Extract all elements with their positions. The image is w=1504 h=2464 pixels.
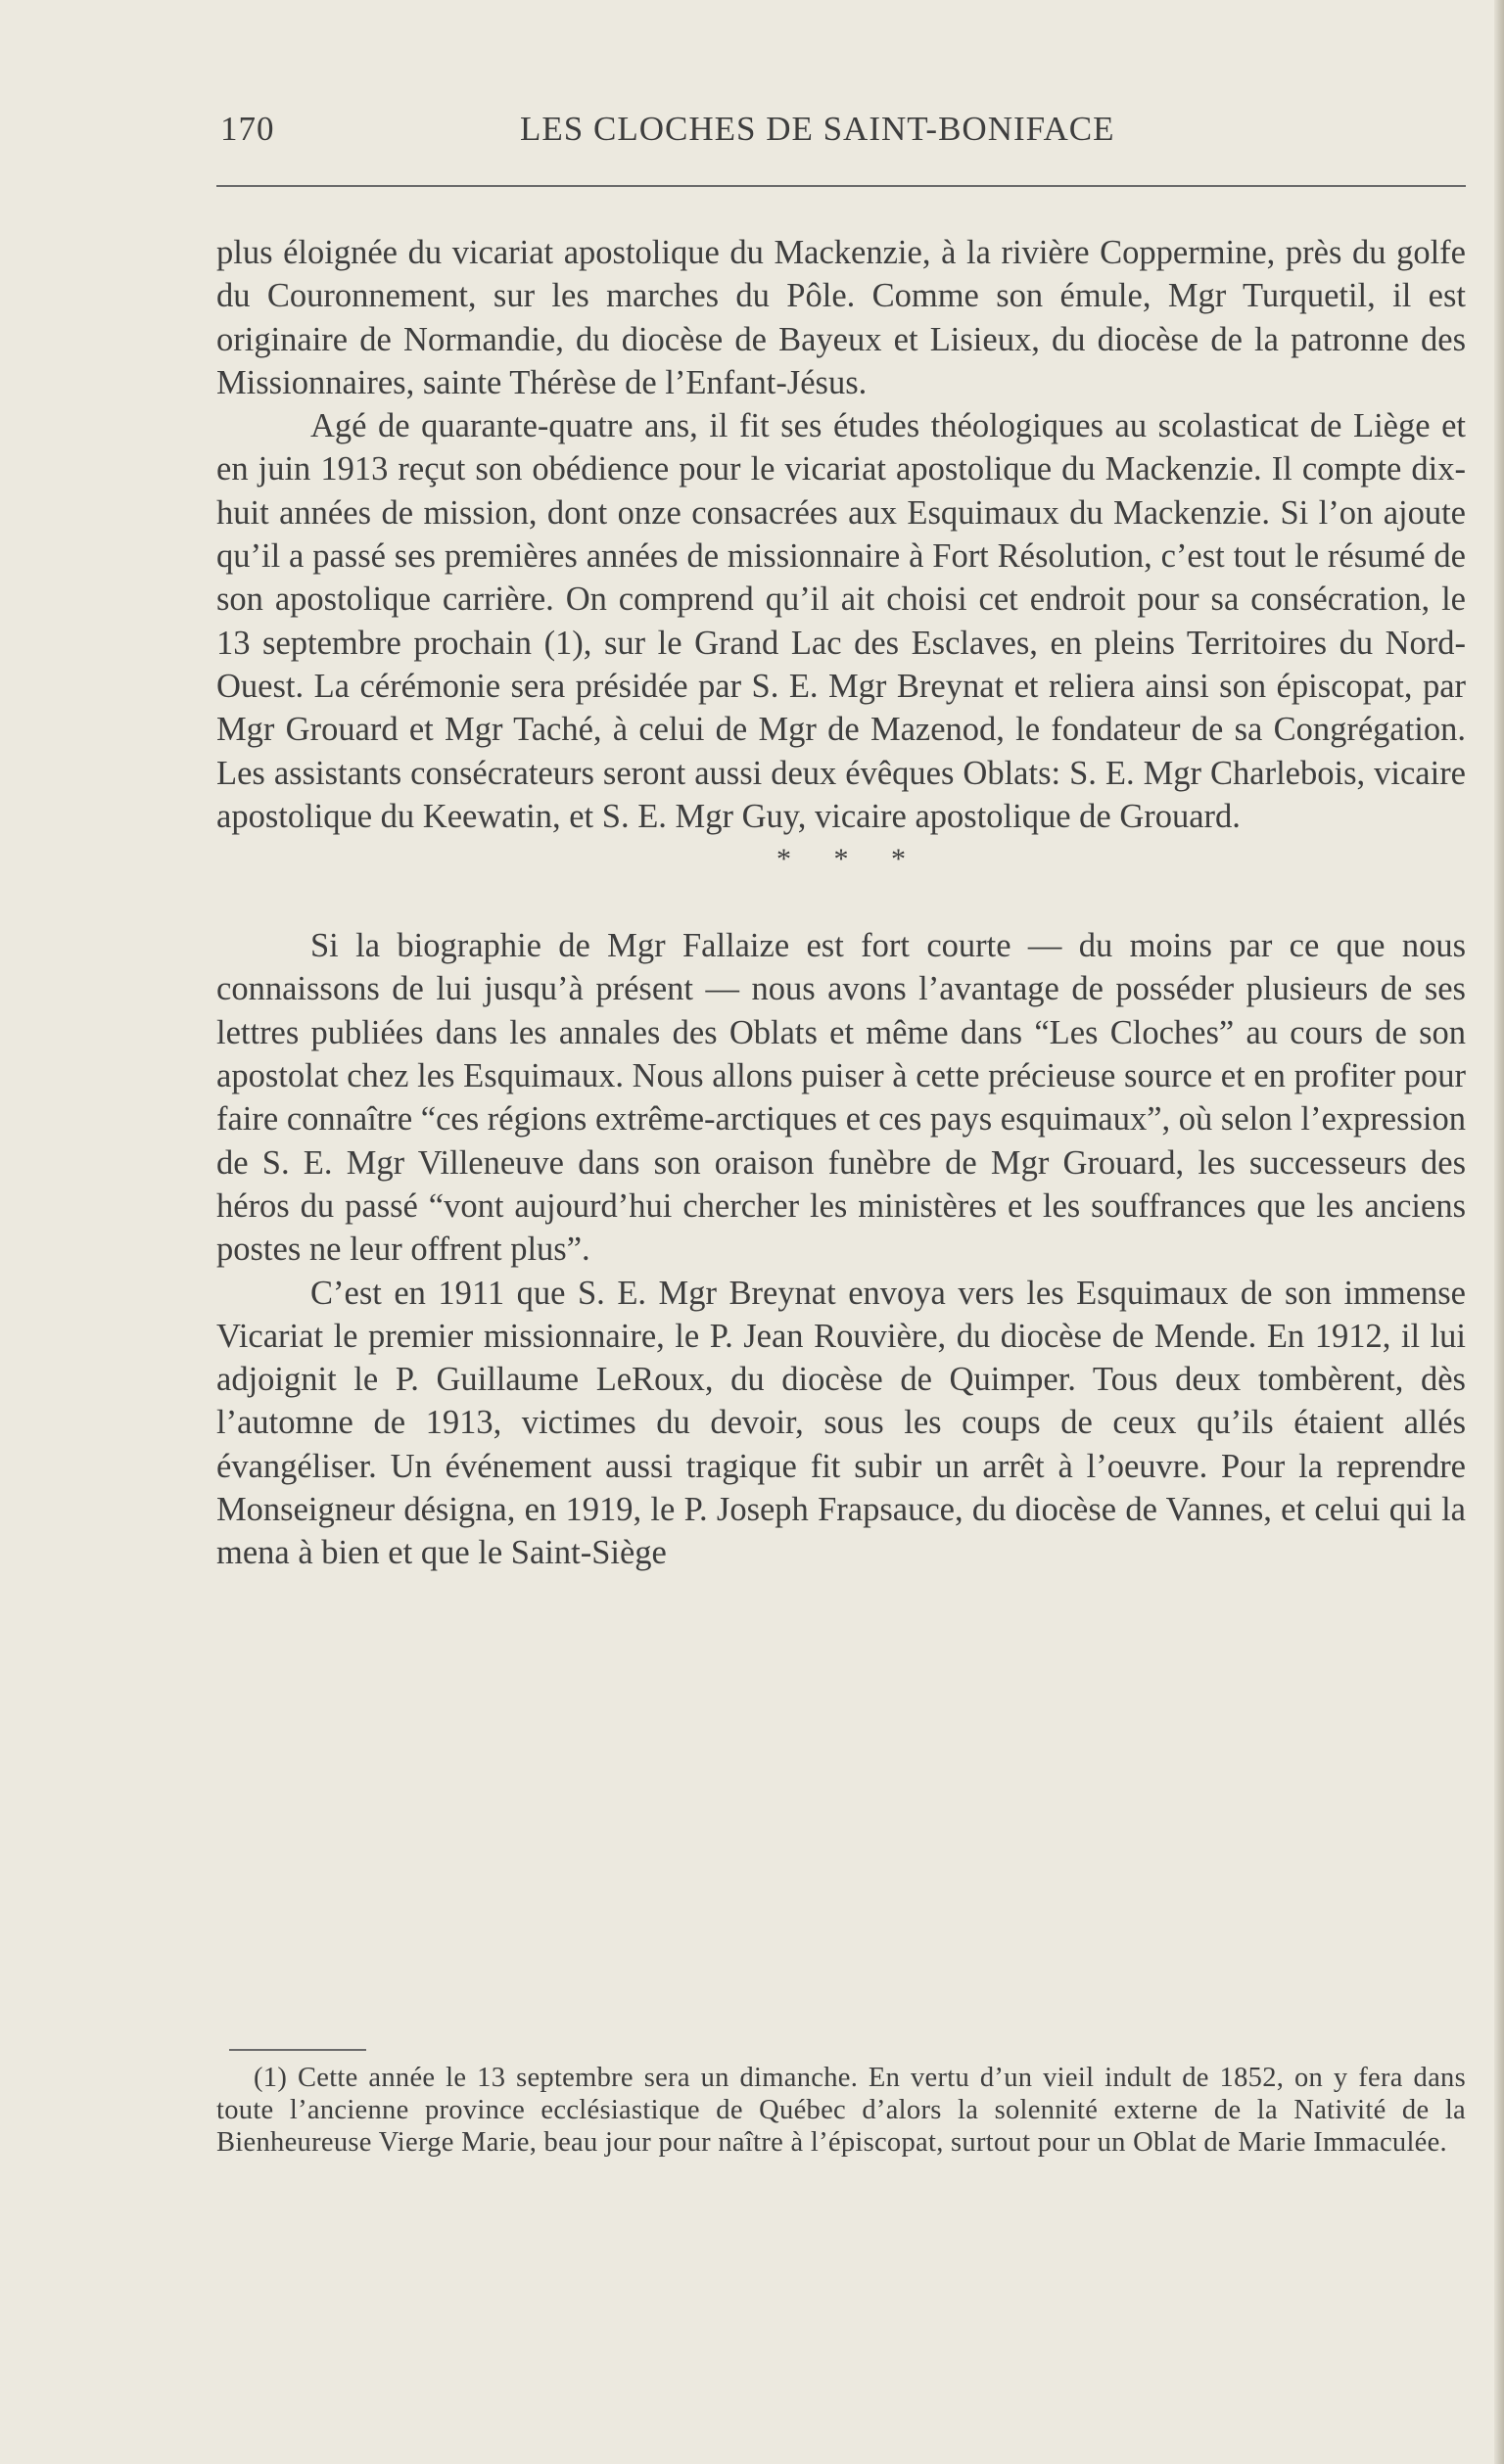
running-title: LES CLOCHES DE SAINT-BONIFACE xyxy=(520,110,1115,148)
header-rule xyxy=(216,185,1466,187)
body-text xyxy=(216,231,1466,1575)
footnote xyxy=(216,2062,1466,2159)
section-asterism: * * * xyxy=(776,843,923,876)
page-number: 170 xyxy=(220,110,275,148)
footnote-rule xyxy=(229,2049,366,2051)
footnote-text: (1) Cette année le 13 septembre sera un dimanche. En vertu d’un vieil indult de 1852, on y fera dans toute l’ancienne province ecclésiastique de Québec d’alors la solennité externe de la Nativité de la Bienheureuse Vierge Marie, beau jour pour naître à l’épiscopat, surtout pour un Oblat de Marie Immaculée. xyxy=(216,2063,1466,2158)
paragraph-missionaries: C’est en 1911 que S. E. Mgr Breynat envoya vers les Esquimaux de son immense Vicariat le premier missionnaire, le P. Jean Rouvière, du diocèse de Mende. En 1912, il lui adjoignit le P. Guillaume LeRoux, du diocèse de Quimper. Tous deux tombèrent, dès l’automne de 1913, victimes du devoir, sous les coups de ceux qu’ils étaient allés évangéliser. Un événement aussi tragique fit subir un arrêt à l’oeuvre. Pour la reprendre Monseigneur désigna, en 1919, le P. Joseph Frapsauce, du diocèse de Vannes, et celui qui la mena à bien et que le Saint-Siège xyxy=(216,1274,1466,1572)
running-head xyxy=(216,106,1463,155)
paragraph-biography: Si la biographie de Mgr Fallaize est fort courte — du moins par ce que nous connaissons de lui jusqu’à présent — nous avons l’avantage de posséder plusieurs de ses lettres publiées dans les annales des Oblats et même dans “Les Cloches” au cours de son apostolat chez les Esquimaux. Nous allons puiser à cette précieuse source et en profiter pour faire connaître “ces régions extrême-arctiques et ces pays esquimaux”, où selon l’expression de S. E. Mgr Villeneuve dans son oraison funèbre de Mgr Grouard, les successeurs des héros du passé “vont aujourd’hui chercher les ministères et les souffrances que les anciens postes ne leur offrent plus”. xyxy=(216,927,1466,1269)
paragraph-continued: plus éloignée du vicariat apostolique du Mackenzie, à la rivière Coppermine, près du golfe du Couronnement, sur les marches du Pôle. Comme son émule, Mgr Turquetil, il est originaire de Normandie, du diocèse de Bayeux et Lisieux, du diocèse de la patronne des Missionnaires, sainte Thérèse de l’Enfant-Jésus. xyxy=(216,234,1466,401)
paragraph-age: Agé de quarante-quatre ans, il fit ses études théologiques au scolasticat de Liège et en juin 1913 reçut son obédience pour le vicariat apostolique du Mackenzie. Il compte dix-huit années de mission, dont onze consacrées aux Esquimaux du Mackenzie. Si l’on ajoute qu’il a passé ses premières années de missionnaire à Fort Résolution, c’est tout le résumé de son apostolique carrière. On comprend qu’il ait choisi cet endroit pour sa consécration, le 13 septembre prochain (1), sur le Grand Lac des Esclaves, en pleins Territoires du Nord-Ouest. La cérémonie sera présidée par S. E. Mgr Breynat et reliera ainsi son épiscopat, par Mgr Grouard et Mgr Taché, à celui de Mgr de Mazenod, le fondateur de sa Congrégation. Les assistants consécrateurs seront aussi deux évêques Oblats: S. E. Mgr Charlebois, vicaire apostolique du Keewatin, et S. E. Mgr Guy, vicaire apostolique de Grouard. xyxy=(216,407,1466,835)
